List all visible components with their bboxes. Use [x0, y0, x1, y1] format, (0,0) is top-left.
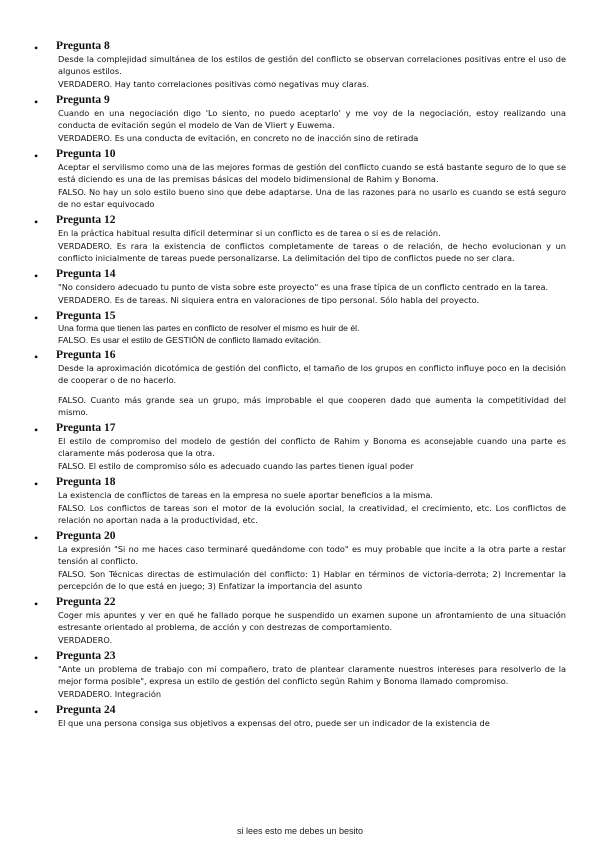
bullet-icon: •: [34, 531, 39, 545]
list-item: [0, 704, 600, 729]
list-item: [0, 214, 600, 264]
question-answer: FALSO. El estilo de compromiso sólo es adecuado cuando las partes tienen igual poder: [58, 461, 414, 471]
bullet-icon: •: [34, 311, 39, 325]
question-answer: VERDADERO. Integración: [58, 689, 162, 699]
question-answer: FALSO. Cuanto más grande sea un grupo, más improbable el que cooperen dado que aumenta la competitividad del mismo.: [58, 395, 566, 417]
question-title: Pregunta 18: [56, 476, 116, 488]
question-text: La existencia de conflictos de tareas en la empresa no suele aportar beneficios a la misma.: [58, 490, 433, 500]
question-text: Una forma que tienen las partes en conflicto de resolver el mismo es huir de él.: [58, 323, 360, 333]
question-answer: VERDADERO.: [58, 635, 113, 645]
question-title: Pregunta 20: [56, 530, 116, 542]
bullet-icon: •: [34, 41, 39, 55]
question-answer: FALSO. No hay un solo estilo bueno sino que debe adaptarse. Una de las razones para no usarlo es cuando se está seguro de no estar equivocado: [58, 187, 566, 209]
list-item: [0, 94, 600, 144]
page-footer: si lees esto me debes un besito: [236, 826, 364, 836]
question-title: Pregunta 17: [56, 422, 116, 434]
question-list: [0, 40, 600, 733]
question-answer: VERDADERO. Es rara la existencia de conflictos completamente de tareas o de relación, de hecho evolucionan y un conflicto inicialmente de tareas puede personalizarse. La delimitación del tipo de conflictos puede no ser clara.: [58, 241, 566, 263]
question-title: Pregunta 12: [56, 214, 116, 226]
question-answer: FALSO. Es usar el estilo de GESTIÓN de conflicto llamado evitación.: [58, 334, 322, 345]
list-item: [0, 349, 600, 418]
question-text: El que una persona consiga sus objetivos a expensas del otro, puede ser un indicador de la existencia de: [58, 718, 490, 728]
question-text: La expresión "Si no me haces caso terminaré quedándome con todo" es muy probable que incite a la otra parte a restar tensión al conflicto.: [58, 544, 566, 566]
question-answer: VERDADERO. Hay tanto correlaciones positivas como negativas muy claras.: [58, 79, 370, 89]
list-item: [0, 40, 600, 90]
question-text: "Ante un problema de trabajo con mi compañero, trato de plantear claramente nuestros intereses para resolverlo de la mejor forma posible", expresa un estilo de gestión del conflicto según Rahim y Bonoma llamado compromiso.: [58, 664, 566, 686]
list-item: [0, 422, 600, 472]
bullet-icon: •: [34, 95, 39, 109]
question-title: Pregunta 15: [56, 310, 116, 322]
question-text: Desde la complejidad simultánea de los estilos de gestión del conflicto se observan correlaciones positivas entre el uso de algunos estilos.: [58, 54, 566, 76]
bullet-icon: •: [34, 269, 39, 283]
question-text: Coger mis apuntes y ver en qué he fallado porque he suspendido un examen supone un afrontamiento de una situación estresante orientado al problema, de acción y con destrezas de comportamiento.: [58, 610, 566, 632]
bullet-icon: •: [34, 597, 39, 611]
question-title: Pregunta 9: [56, 94, 110, 106]
bullet-icon: •: [34, 350, 39, 364]
question-answer: VERDADERO. Es una conducta de evitación, en concreto no de inacción sino de retirada: [58, 133, 419, 143]
list-item: [0, 310, 600, 345]
question-answer: VERDADERO. Es de tareas. Ni siquiera entra en valoraciones de tipo personal. Sólo habla del proyecto.: [58, 295, 480, 305]
question-title: Pregunta 24: [56, 704, 116, 716]
question-title: Pregunta 8: [56, 40, 110, 52]
question-answer: FALSO. Son Técnicas directas de estimulación del conflicto: 1) Hablar en términos de victoria-derrota; 2) Incrementar la percepción de lo que está en juego; 3) Enfatizar la importancia del asunto: [58, 569, 566, 591]
question-text: "No considero adecuado tu punto de vista sobre este proyecto" es una frase típica de un conflicto centrado en la tarea.: [58, 282, 549, 292]
question-title: Pregunta 22: [56, 596, 116, 608]
list-item: [0, 268, 600, 306]
question-title: Pregunta 16: [56, 349, 116, 361]
list-item: [0, 650, 600, 700]
question-text: Aceptar el servilismo como una de las mejores formas de gestión del conflicto cuando se está bastante seguro de lo que se está diciendo es una de las premisas básicas del modelo bidimensional de Rahim y Bonoma.: [58, 162, 566, 184]
question-title: Pregunta 14: [56, 268, 116, 280]
bullet-icon: •: [34, 477, 39, 491]
question-text: En la práctica habitual resulta difícil determinar si un conflicto es de tarea o si es de relación.: [58, 228, 441, 238]
question-text: Desde la aproximación dicotómica de gestión del conflicto, el tamaño de los grupos en conflicto influye poco en la decisión de cooperar o de no hacerlo.: [58, 363, 566, 385]
list-item: [0, 476, 600, 526]
question-title: Pregunta 23: [56, 650, 116, 662]
list-item: [0, 596, 600, 646]
bullet-icon: •: [34, 215, 39, 229]
list-item: [0, 530, 600, 592]
bullet-icon: •: [34, 149, 39, 163]
bullet-icon: •: [34, 423, 39, 437]
question-answer: FALSO. Los conflictos de tareas son el motor de la evolución social, la creatividad, el crecimiento, etc. Los conflictos de relación no aportan nada a la productividad, etc.: [58, 503, 566, 525]
question-text: El estilo de compromiso del modelo de gestión del conflicto de Rahim y Bonoma es aconsejable cuando una parte es claramente más poderosa que la otra.: [58, 436, 566, 458]
bullet-icon: •: [34, 651, 39, 665]
bullet-icon: •: [34, 705, 39, 719]
list-item: [0, 148, 600, 210]
question-title: Pregunta 10: [56, 148, 116, 160]
question-text: Cuando en una negociación digo 'Lo siento, no puedo aceptarlo' y me voy de la negociación, estoy realizando una conducta de evitación según el modelo de Van de Vliert y Euwema.: [58, 108, 566, 130]
